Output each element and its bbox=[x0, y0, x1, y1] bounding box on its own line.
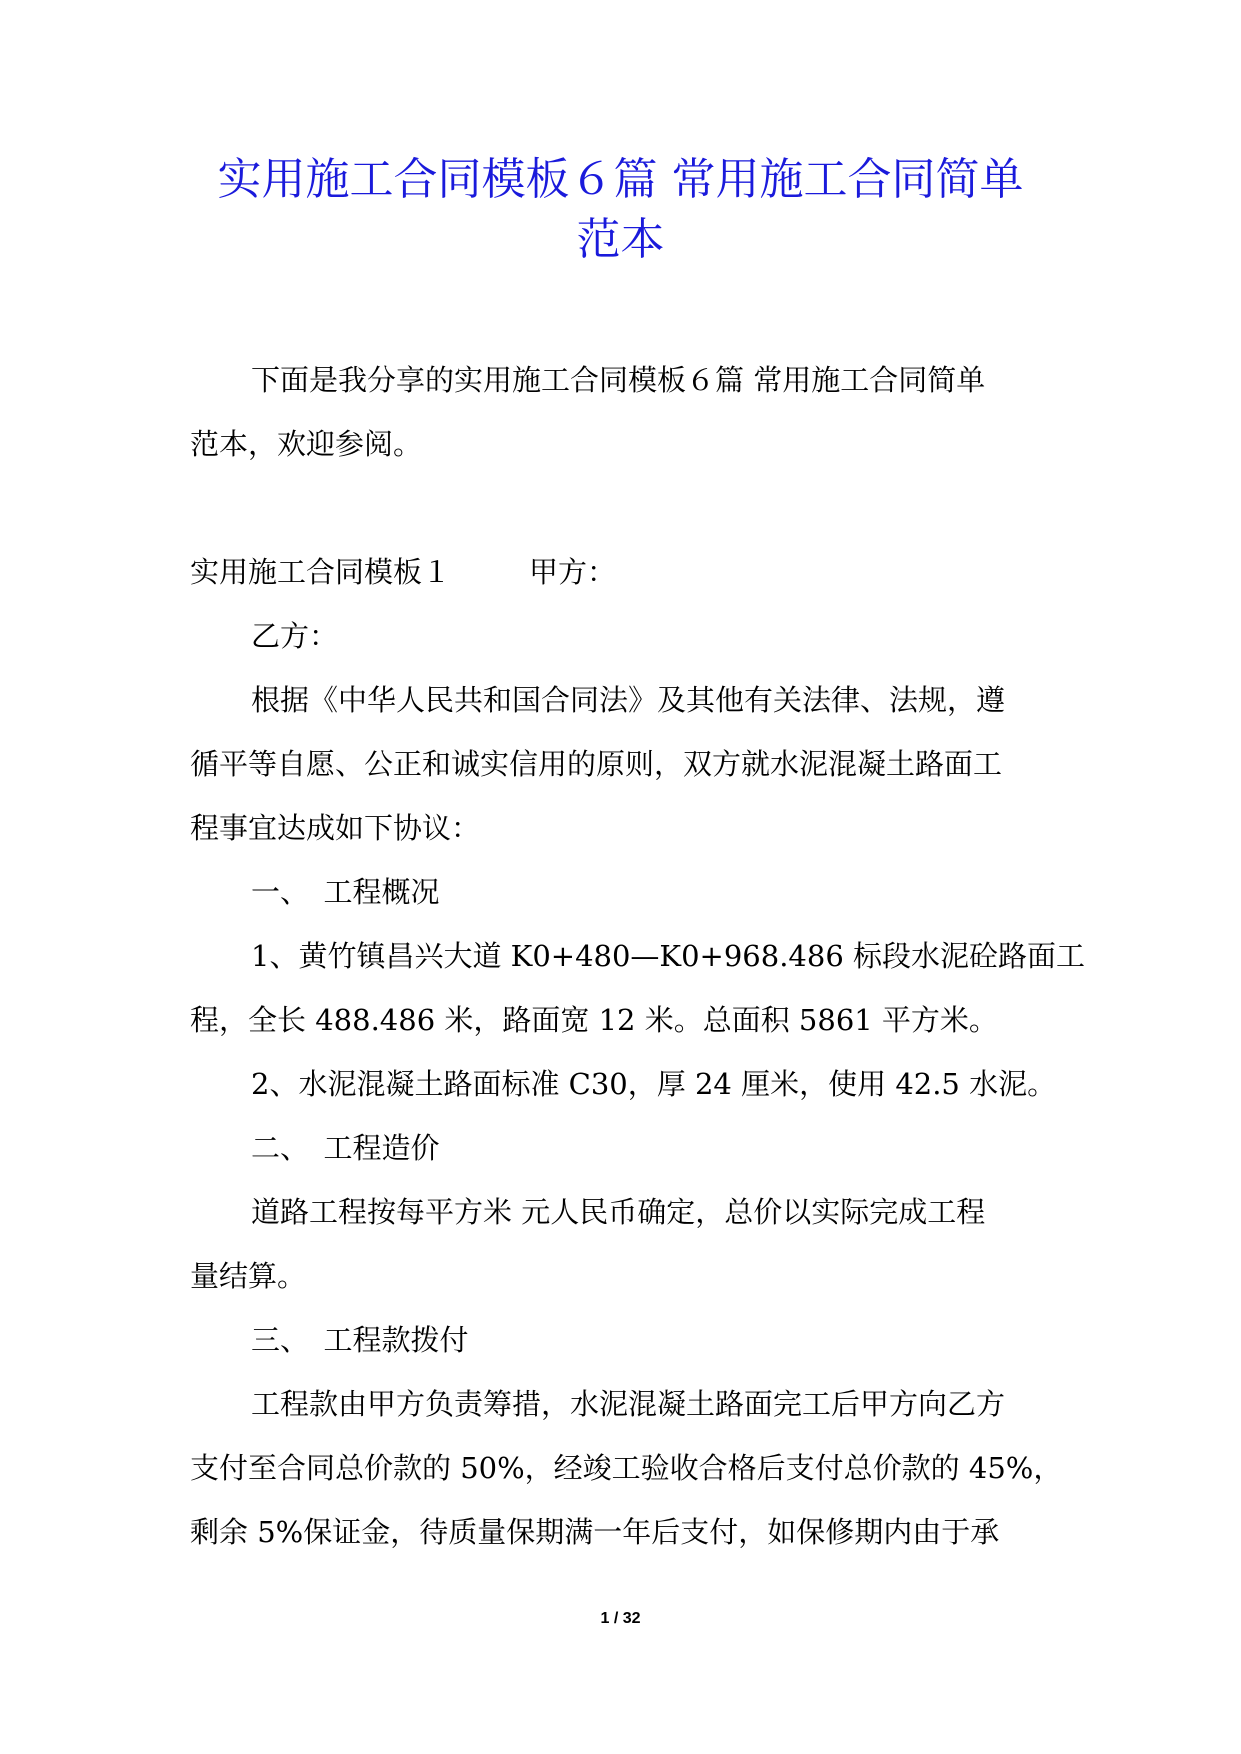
paragraph-line: 循平等自愿、公正和诚实信用的原则，双方就水泥混凝土路面工 bbox=[190, 747, 1003, 781]
section-heading: 实用施工合同模板１ bbox=[190, 555, 452, 589]
paragraph-line: 根据《中华人民共和国合同法》及其他有关法律、法规，遵 bbox=[251, 683, 1006, 717]
paragraph-line: 剩余 5%保证金，待质量保期满一年后支付，如保修期内由于承 bbox=[190, 1515, 1000, 1549]
paragraph-line: 2、水泥混凝土路面标准 C30，厚 24 厘米，使用 42.5 水泥。 bbox=[251, 1067, 1057, 1101]
document-title bbox=[150, 150, 1091, 270]
intro-line-1: 下面是我分享的实用施工合同模板６篇 常用施工合同简单 bbox=[251, 363, 986, 397]
document-body bbox=[190, 348, 1085, 1564]
party-b-label: 乙方： bbox=[251, 619, 339, 653]
title-line-2: 范本 bbox=[576, 214, 665, 265]
intro-line-2: 范本，欢迎参阅。 bbox=[190, 427, 423, 461]
page-number: 1 / 32 bbox=[600, 1610, 641, 1627]
paragraph-line: 1、黄竹镇昌兴大道 K0+480—K0+968.486 标段水泥砼路面工 bbox=[251, 939, 1085, 973]
clause-heading-1: 一、 工程概况 bbox=[251, 875, 440, 909]
paragraph-line: 道路工程按每平方米 元人民币确定，总价以实际完成工程 bbox=[251, 1195, 986, 1229]
paragraph-line: 程事宜达成如下协议： bbox=[190, 811, 481, 845]
paragraph-line: 支付至合同总价款的 50%，经竣工验收合格后支付总价款的 45%， bbox=[190, 1451, 1063, 1485]
section-heading-row bbox=[190, 540, 1060, 604]
party-a-label: 甲方： bbox=[529, 555, 617, 589]
title-line-1: 实用施工合同模板６篇 常用施工合同简单 bbox=[217, 154, 1024, 205]
paragraph-line: 程，全长 488.486 米，路面宽 12 米。总面积 5861 平方米。 bbox=[190, 1003, 998, 1037]
clause-heading-2: 二、 工程造价 bbox=[251, 1131, 440, 1165]
clause-heading-3: 三、 工程款拨付 bbox=[251, 1323, 469, 1357]
paragraph-line: 工程款由甲方负责筹措，水泥混凝土路面完工后甲方向乙方 bbox=[251, 1387, 1006, 1421]
paragraph-line: 量结算。 bbox=[190, 1259, 307, 1293]
